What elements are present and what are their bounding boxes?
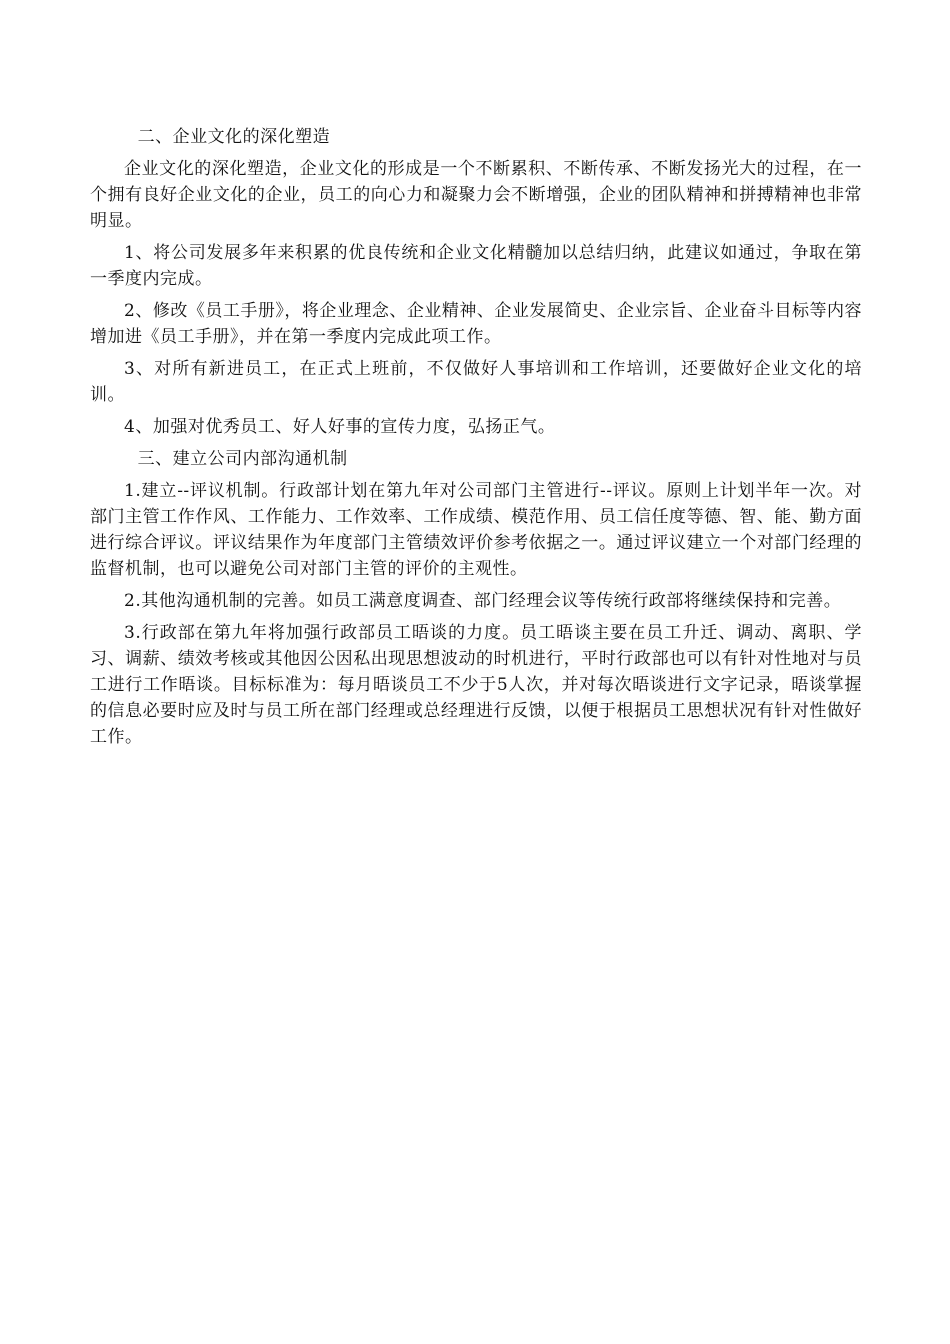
section-two-item-4: 4、加强对优秀员工、好人好事的宣传力度，弘扬正气。 [124,417,556,437]
section-two-item-2: 2、修改《员工手册》，将企业理念、企业精神、企业发展简史、企业宗旨、企业奋斗目标等内容增加进《员工手册》，并在第一季度内完成此项工作。 [90,301,862,347]
section-two-heading: 二、企业文化的深化塑造 [137,127,331,147]
section-two-item-3: 3、对所有新进员工，在正式上班前，不仅做好人事培训和工作培训，还要做好企业文化的培训。 [90,359,862,405]
section-two-intro: 企业文化的深化塑造，企业文化的形成是一个不断累积、不断传承、不断发扬光大的过程，在一个拥有良好企业文化的企业，员工的向心力和凝聚力会不断增强，企业的团队精神和拼搏精神也非常明显。 [90,159,862,231]
section-three-item-3: 3.行政部在第九年将加强行政部员工晤谈的力度。员工晤谈主要在员工升迁、调动、离职、学习、调薪、绩效考核或其他因公因私出现思想波动的时机进行，平时行政部也可以有针对性地对与员工进行工作晤谈。目标标准为：每月晤谈员工不少于5人次，并对每次晤谈进行文字记录，晤谈掌握的信息必要时应及时与员工所在部门经理或总经理进行反馈，以便于根据员工思想状况有针对性做好工作。 [90,623,862,747]
section-two-item-1: 1、将公司发展多年来积累的优良传统和企业文化精髓加以总结归纳，此建议如通过，争取在第一季度内完成。 [90,243,862,289]
section-three-heading: 三、建立公司内部沟通机制 [137,449,348,469]
document-page [90,124,862,756]
section-three-item-1: 1.建立--评议机制。行政部计划在第九年对公司部门主管进行--评议。原则上计划半年一次。对部门主管工作作风、工作能力、工作效率、工作成绩、模范作用、员工信任度等德、智、能、勤方面进行综合评议。评议结果作为年度部门主管绩效评价参考依据之一。通过评议建立一个对部门经理的监督机制，也可以避免公司对部门主管的评价的主观性。 [90,481,862,579]
section-three-item-2: 2.其他沟通机制的完善。如员工满意度调查、部门经理会议等传统行政部将继续保持和完善。 [124,591,842,611]
